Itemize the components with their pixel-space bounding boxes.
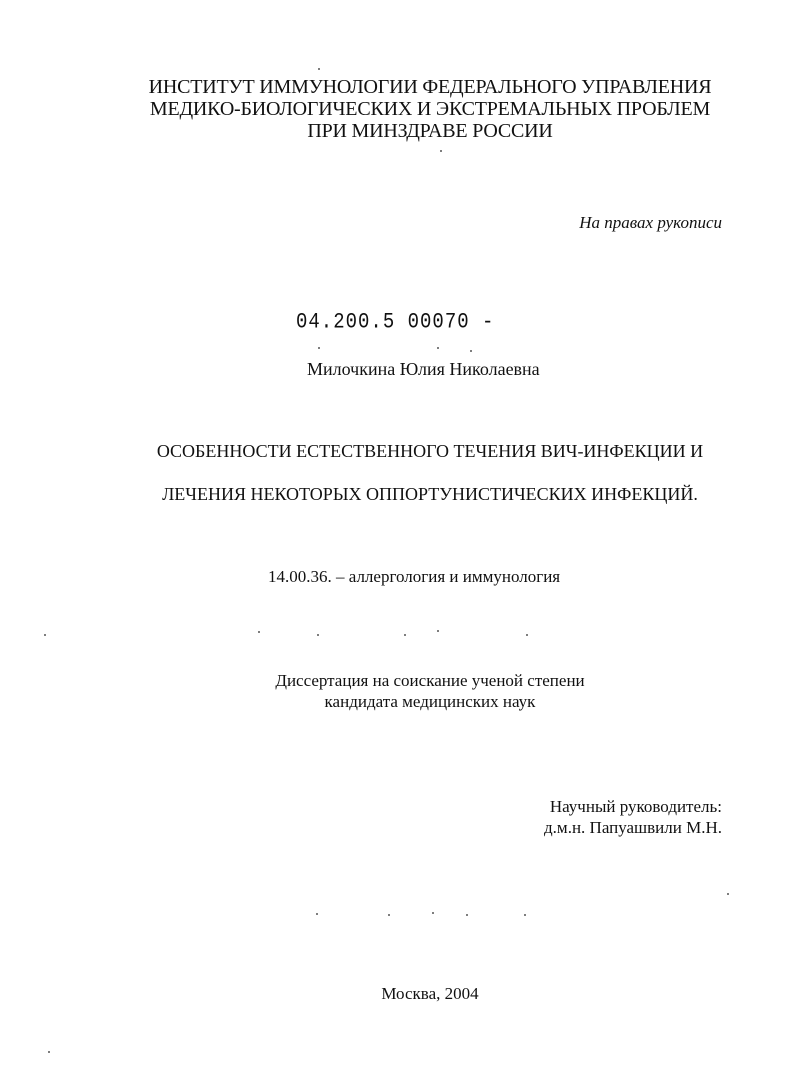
scan-speck xyxy=(466,914,468,916)
institute-line-1: ИНСТИТУТ ИММУНОЛОГИИ ФЕДЕРАЛЬНОГО УПРАВЛЕНИЯ xyxy=(148,76,712,98)
scan-speck xyxy=(727,893,729,895)
dissertation-line-2: кандидата медицинских наук xyxy=(324,692,536,711)
city-year: Москва, 2004 xyxy=(381,984,479,1003)
scan-speck xyxy=(440,150,442,152)
scan-speck xyxy=(318,347,320,349)
scan-speck xyxy=(404,634,406,636)
scan-speck xyxy=(316,913,318,915)
scan-speck xyxy=(388,914,390,916)
scan-speck xyxy=(258,631,260,633)
registry-number-stamp: 04.200.5 00070 - xyxy=(296,309,495,335)
institute-line-3: ПРИ МИНЗДРАВЕ РОССИИ xyxy=(307,120,553,142)
scan-speck xyxy=(524,914,526,916)
scan-speck xyxy=(318,68,320,70)
scan-speck xyxy=(437,347,439,349)
scan-speck xyxy=(437,630,439,632)
author-name: Милочкина Юлия Николаевна xyxy=(307,359,540,379)
supervisor-label: Научный руководитель: xyxy=(549,797,722,816)
thesis-title-line-2: ЛЕЧЕНИЯ НЕКОТОРЫХ ОППОРТУНИСТИЧЕСКИХ ИНФЕКЦИЙ. xyxy=(162,484,698,504)
supervisor-block xyxy=(544,796,722,838)
scan-speck xyxy=(48,1051,50,1053)
scan-speck xyxy=(470,350,472,352)
specialty-code: 14.00.36. – аллергология и иммунология xyxy=(268,567,561,586)
scan-speck xyxy=(432,912,434,914)
scan-speck xyxy=(44,634,46,636)
scan-speck xyxy=(526,634,528,636)
institute-line-2: МЕДИКО-БИОЛОГИЧЕСКИХ И ЭКСТРЕМАЛЬНЫХ ПРОБЛЕМ xyxy=(149,98,711,120)
thesis-title-line-1: ОСОБЕННОСТИ ЕСТЕСТВЕННОГО ТЕЧЕНИЯ ВИЧ-ИНФЕКЦИИ И xyxy=(156,441,704,461)
scan-speck xyxy=(317,634,319,636)
dissertation-degree xyxy=(230,670,630,712)
rights-note: На правах рукописи xyxy=(579,213,722,232)
supervisor-name: д.м.н. Папуашвили М.Н. xyxy=(544,818,722,837)
dissertation-line-1: Диссертация на соискание ученой степени xyxy=(275,671,585,690)
institute-header xyxy=(100,76,760,142)
